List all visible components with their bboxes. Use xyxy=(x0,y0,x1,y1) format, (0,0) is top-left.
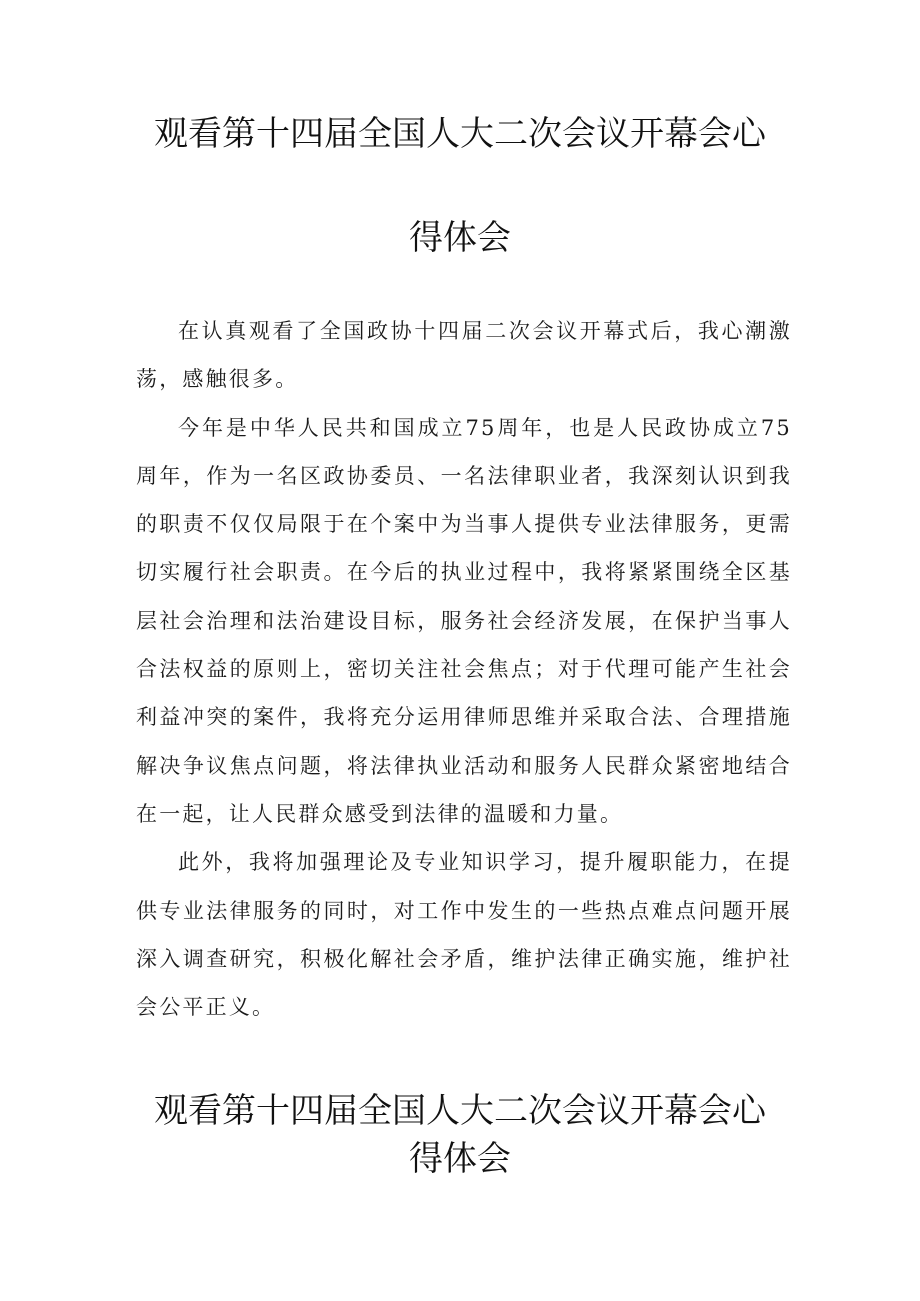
paragraph-1: 在认真观看了全国政协十四届二次会议开幕式后，我心潮激荡，感触很多。 xyxy=(136,319,792,392)
second-title-line-2: 得体会 xyxy=(409,1139,511,1179)
document-body xyxy=(136,307,792,1031)
second-title-line-1: 观看第十四届全国人大二次会议开幕会心 xyxy=(154,1091,766,1131)
paragraph-2: 今年是中华人民共和国成立75周年，也是人民政协成立75周年，作为一名区政协委员、一名法律职业者，我深刻认识到我的职责不仅仅局限于在个案中为当事人提供专业法律服务，更需切实履行社会职责。在今后的执业过程中，我将紧紧围绕全区基层社会治理和法治建设目标，服务社会经济发展，在保护当事人合法权益的原则上，密切关注社会焦点；对于代理可能产生社会利益冲突的案件，我将充分运用律师思维并采取合法、合理措施解决争议焦点问题，将法律执业活动和服务人民群众紧密地结合在一起，让人民群众感受到法律的温暖和力量。 xyxy=(136,415,792,826)
document-title-line-1: 观看第十四届全国人大二次会议开幕会心 xyxy=(154,114,766,154)
paragraph-3: 此外，我将加强理论及专业知识学习，提升履职能力，在提供专业法律服务的同时，对工作中发生的一些热点难点问题开展深入调查研究，积极化解社会矛盾，维护法律正确实施，维护社会公平正义。 xyxy=(136,850,792,1020)
document-title-line-2: 得体会 xyxy=(409,218,511,258)
